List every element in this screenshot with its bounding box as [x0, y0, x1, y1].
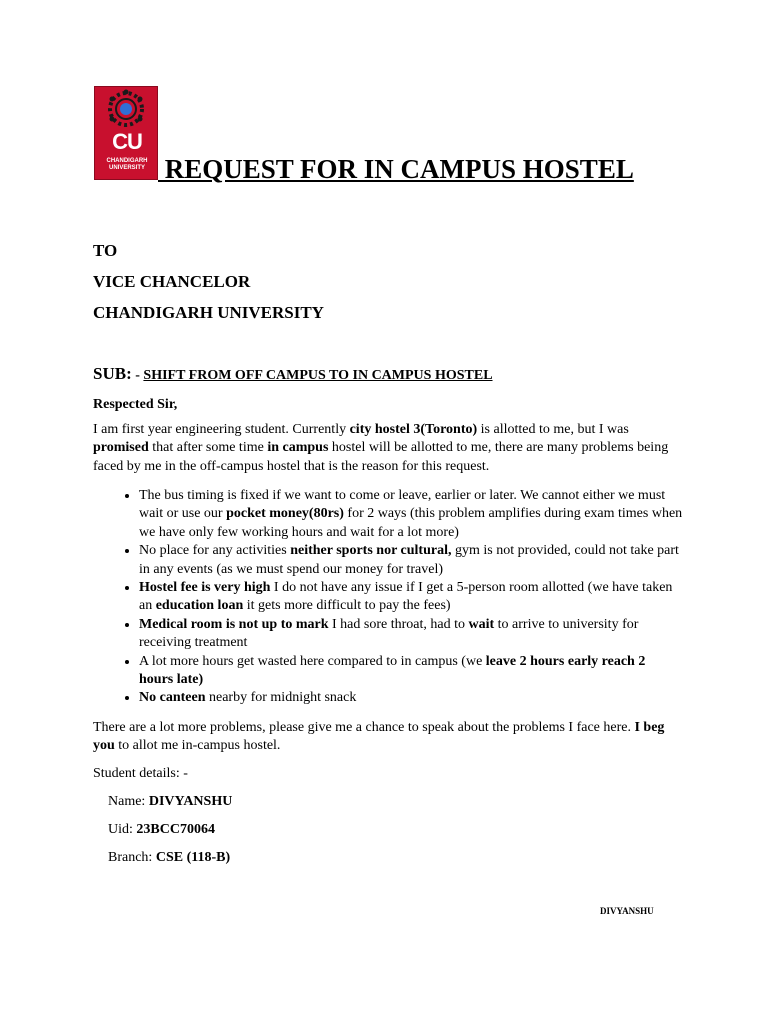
- detail-value: DIVYANSHU: [148, 794, 233, 809]
- item-text: it gets more difficult to pay the fees): [243, 598, 451, 614]
- intro-bold-2: promised: [93, 440, 149, 456]
- page-title: REQUEST FOR IN CAMPUS HOSTEL: [158, 154, 634, 184]
- closing-paragraph: [93, 719, 683, 756]
- intro-text-3: that after some time: [148, 440, 268, 456]
- details-heading: Student details: -: [93, 766, 188, 781]
- address-institution: CHANDIGARH UNIVERSITY: [93, 303, 324, 322]
- item-bold: leave 2 hours early reach 2 hours late): [139, 653, 646, 688]
- item-bold: Medical room is not up to mark: [139, 616, 329, 632]
- subject-text: SHIFT FROM OFF CAMPUS TO IN CAMPUS HOSTEL: [143, 368, 493, 383]
- item-bold: education loan: [155, 598, 244, 614]
- detail-label: Uid:: [108, 822, 137, 837]
- subject-dash: -: [131, 368, 144, 383]
- closing-text-2: to allot me in-campus hostel.: [114, 738, 281, 754]
- detail-label: Branch:: [108, 850, 156, 865]
- item-text: The bus timing is fixed if we want to come or leave, earlier or later. We cannot either we must wait or use our: [139, 488, 666, 522]
- intro-bold-3: in campus: [267, 440, 329, 456]
- logo-emblem-icon: [95, 87, 157, 133]
- signature: DIVYANSHU: [600, 906, 654, 916]
- university-logo: [94, 86, 158, 180]
- item-text: nearby for midnight snack: [205, 690, 357, 706]
- closing-text-1: There are a lot more problems, please give me a chance to speak about the problems I face here.: [93, 720, 635, 735]
- detail-value: CSE (118-B): [155, 850, 231, 865]
- intro-text-4: hostel will be allotted to me, there are many problems being faced by me in the off-campus hostel that is the reason for this request.: [93, 440, 669, 474]
- intro-text-1: I am first year engineering student. Currently: [93, 422, 350, 437]
- item-bold: pocket money(80rs): [226, 506, 344, 522]
- closing-bold: I beg you: [93, 720, 665, 754]
- address-to: TO: [93, 241, 118, 260]
- item-bold: wait: [468, 616, 495, 632]
- intro-text-2: is allotted to me, but I was: [477, 422, 629, 437]
- item-text: for 2 ways (this problem amplifies during exam times when we have only few working hours and wait for a lot more): [139, 506, 683, 540]
- detail-value: 23BCC70064: [136, 822, 215, 837]
- item-bold: neither sports nor cultural,: [290, 543, 452, 559]
- subject-line: [93, 363, 493, 387]
- logo-mark: CU: [112, 129, 142, 154]
- list-item: [139, 542, 683, 579]
- item-bold: Hostel fee is very high: [139, 580, 271, 596]
- list-item: [139, 579, 683, 616]
- item-text: No place for any activities: [139, 543, 291, 559]
- intro-bold-1: city hostel 3(Toronto): [349, 422, 478, 437]
- detail-label: Name:: [108, 794, 149, 809]
- item-text: gym is not provided, could not take part in any events (as we must spend our money for travel): [139, 543, 679, 577]
- list-item: [139, 653, 683, 690]
- item-bold: No canteen: [139, 690, 206, 706]
- logo-line-1: CHANDIGARH: [106, 158, 148, 164]
- list-item: [139, 487, 683, 542]
- item-text: to arrive to university for receiving treatment: [139, 616, 639, 651]
- salutation: Respected Sir,: [93, 397, 178, 412]
- item-text: A lot more hours get wasted here compared to in campus (we: [139, 653, 486, 669]
- intro-paragraph: [93, 421, 683, 476]
- item-text: I had sore throat, had to: [328, 616, 469, 632]
- logo-line-2: UNIVERSITY: [108, 165, 145, 171]
- detail-name: [108, 793, 232, 811]
- item-text: I do not have any issue if I get a 5-person room allotted (we have taken an: [139, 580, 673, 614]
- address-recipient: VICE CHANCELOR: [93, 272, 251, 291]
- list-item: [139, 616, 683, 653]
- list-item: [139, 689, 683, 707]
- problems-list: [93, 487, 683, 708]
- subject-label: SUB:: [93, 364, 132, 383]
- detail-uid: [108, 821, 215, 839]
- detail-branch: [108, 849, 230, 867]
